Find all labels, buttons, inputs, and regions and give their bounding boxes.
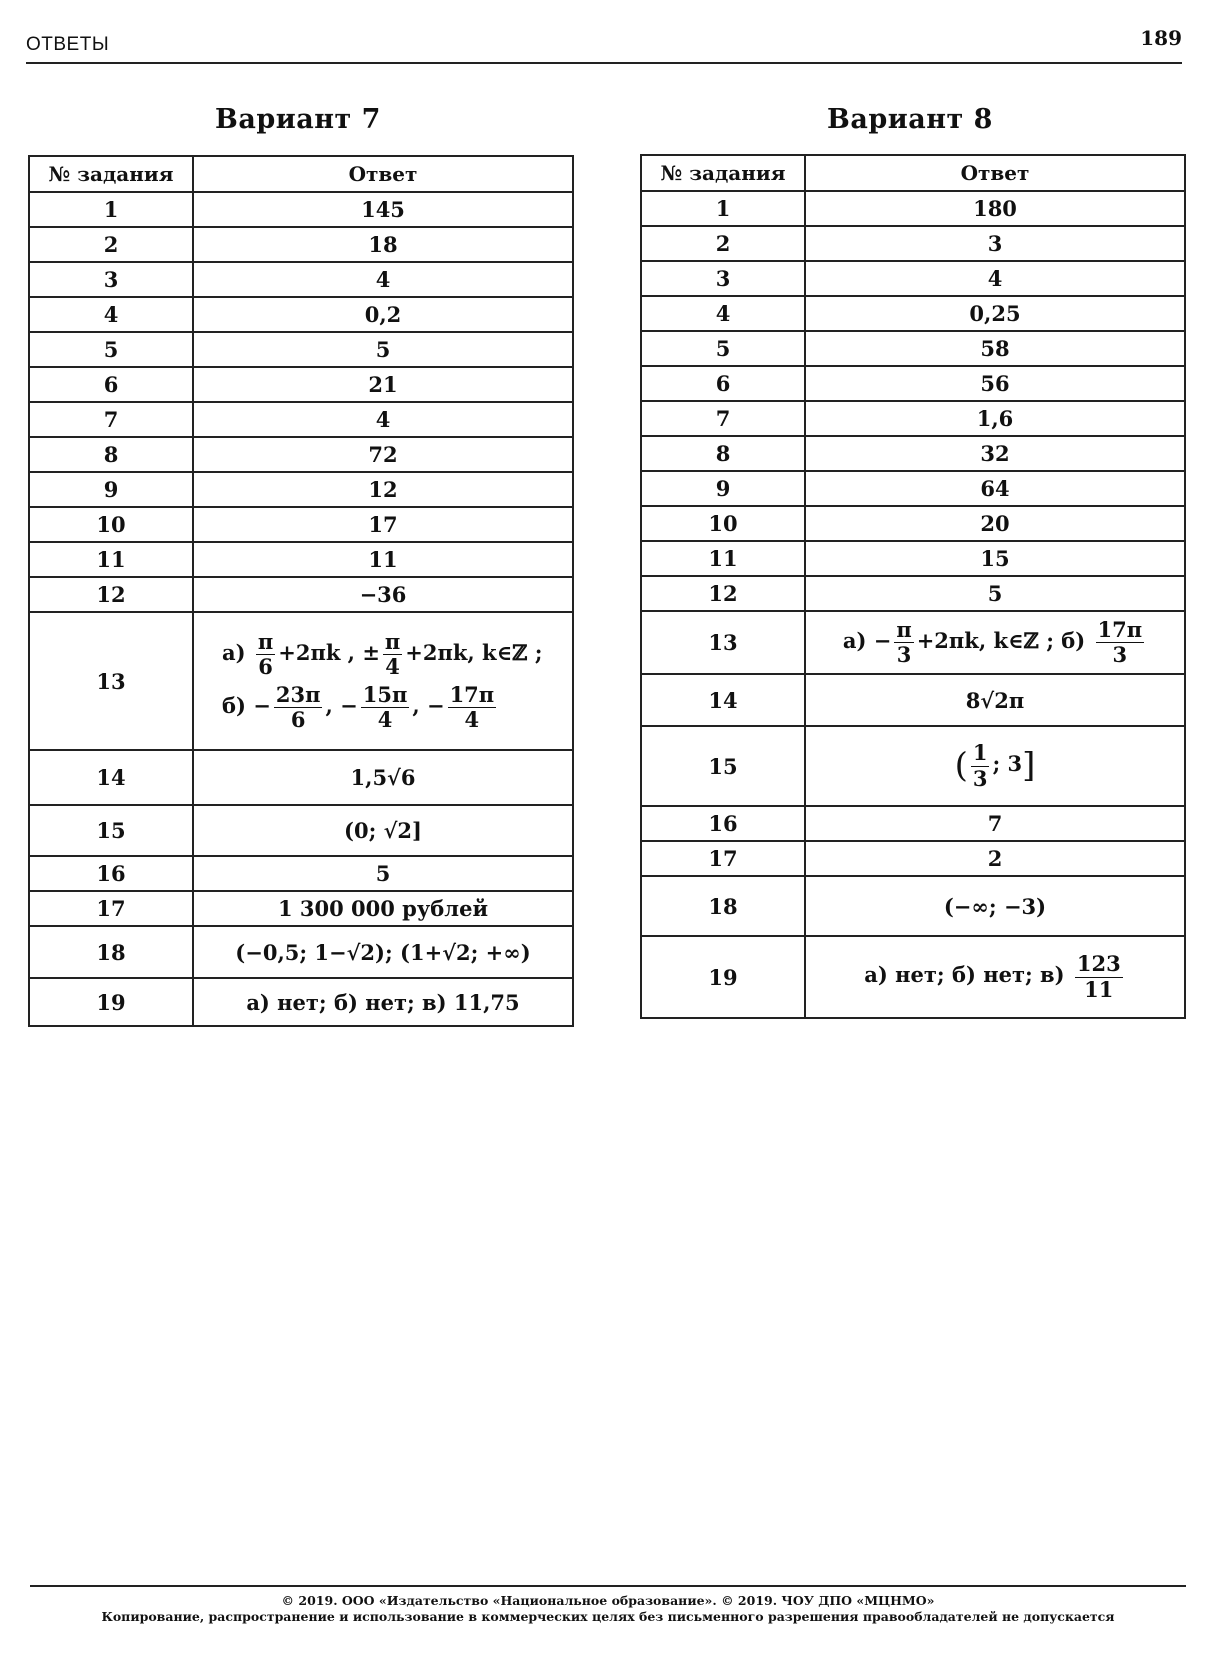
answer-cell: 8√2π (805, 674, 1185, 726)
table-row (29, 297, 573, 332)
fraction: $\frac{23\pi}{6}$ (275, 682, 321, 733)
task-number: 13 (29, 612, 193, 750)
table-row (29, 978, 573, 1026)
answer-cell: 17 (193, 507, 573, 542)
fraction: $\frac{\pi}{6}$ (257, 628, 274, 679)
table-row (641, 191, 1185, 226)
table-row (641, 226, 1185, 261)
task-number: 19 (641, 936, 805, 1018)
table-row (641, 936, 1185, 1018)
table-row (641, 436, 1185, 471)
fraction: $\frac{15\pi}{4}$ (362, 682, 408, 733)
task-number: 11 (641, 541, 805, 576)
answer-cell: 12 (193, 472, 573, 507)
task-number: 7 (29, 402, 193, 437)
task-number: 10 (641, 506, 805, 541)
answer-cell: 1 300 000 рублей (193, 891, 573, 926)
answer-cell: 7 (805, 806, 1185, 841)
table-row (641, 806, 1185, 841)
table-row (641, 366, 1185, 401)
table-row (641, 296, 1185, 331)
answer-cell: 1,5√6 (193, 750, 573, 805)
table-row (29, 577, 573, 612)
task-number: 8 (29, 437, 193, 472)
task-number: 4 (641, 296, 805, 331)
fraction: $\frac{\pi}{4}$ (384, 628, 401, 679)
variant-8-table (640, 154, 1186, 1019)
task-number: 3 (29, 262, 193, 297)
table-row (641, 541, 1185, 576)
task-number: 3 (641, 261, 805, 296)
table-row (641, 876, 1185, 936)
answer-cell-formula: а) нет; б) нет; в) $\frac{123}{11}$ (805, 936, 1185, 1018)
answer-cell: (−0,5; 1−√2); (1+√2; +∞) (193, 926, 573, 978)
table-row (29, 227, 573, 262)
copyright-notice: Копирование, распространение и использование в коммерческих целях без письменного разрешения правообладателей не допускается (101, 1609, 1115, 1624)
answer-cell: 20 (805, 506, 1185, 541)
task-number: 1 (641, 191, 805, 226)
fraction: $\frac{17\pi}{4}$ (449, 682, 495, 733)
answer-cell: 64 (805, 471, 1185, 506)
fraction: $\frac{1}{3}$ (972, 740, 988, 791)
answer-cell: (−∞; −3) (805, 876, 1185, 936)
table-row (641, 611, 1185, 674)
variant-8-title: Вариант 8 (827, 104, 993, 135)
fraction: $\frac{17\pi}{3}$ (1097, 616, 1143, 667)
table-row (29, 856, 573, 891)
table-row (29, 542, 573, 577)
answer-cell: 2 (805, 841, 1185, 876)
answer-cell: 11 (193, 542, 573, 577)
table-row (641, 471, 1185, 506)
page-number: 189 (1140, 26, 1182, 50)
answer-cell-formula: а) − $\frac{\pi}{3}$ +2πk, k∈ℤ ; б) $\frac{17\pi}{3}$ (805, 611, 1185, 674)
answer-cell: 145 (193, 192, 573, 227)
answer-cell: 0,2 (193, 297, 573, 332)
task-number: 15 (29, 805, 193, 856)
task-number: 12 (641, 576, 805, 611)
table-header-row (29, 156, 573, 192)
table-row (29, 262, 573, 297)
answer-cell: 21 (193, 367, 573, 402)
answer-cell-formula (193, 612, 573, 750)
answer-cell: 4 (805, 261, 1185, 296)
task-number: 6 (29, 367, 193, 402)
task-number: 10 (29, 507, 193, 542)
answer-cell: 1,6 (805, 401, 1185, 436)
column-header-answer: Ответ (805, 155, 1185, 191)
task-number: 18 (29, 926, 193, 978)
copyright-line: © 2019. ООО «Издательство «Национальное образование». © 2019. ЧОУ ДПО «МЦНМО» (281, 1593, 935, 1608)
variant-7-table (28, 155, 574, 1027)
task-number: 2 (641, 226, 805, 261)
answer-cell: 72 (193, 437, 573, 472)
table-row (29, 612, 573, 750)
answer-cell: 0,25 (805, 296, 1185, 331)
answer-cell: 32 (805, 436, 1185, 471)
table-row (641, 674, 1185, 726)
task-number: 2 (29, 227, 193, 262)
task-number: 14 (641, 674, 805, 726)
task-number: 17 (641, 841, 805, 876)
answer-cell: 18 (193, 227, 573, 262)
table-row (641, 401, 1185, 436)
answer-cell: −36 (193, 577, 573, 612)
page-header (26, 26, 1182, 64)
task-number: 18 (641, 876, 805, 936)
table-row (29, 332, 573, 367)
answer-cell: (0; √2] (193, 805, 573, 856)
table-header-row (641, 155, 1185, 191)
column-header-task: № задания (641, 155, 805, 191)
answer-cell: 4 (193, 262, 573, 297)
task-number: 16 (641, 806, 805, 841)
answer-cell-formula: ( $\frac{1}{3}$ ; 3] (805, 726, 1185, 806)
task-number: 4 (29, 297, 193, 332)
table-row (29, 805, 573, 856)
table-row (29, 192, 573, 227)
table-row (641, 261, 1185, 296)
task-number: 13 (641, 611, 805, 674)
task-number: 19 (29, 978, 193, 1026)
table-row (641, 506, 1185, 541)
answer-cell: а) нет; б) нет; в) 11,75 (193, 978, 573, 1026)
table-row (29, 367, 573, 402)
task-number: 1 (29, 192, 193, 227)
variant-7-title: Вариант 7 (215, 104, 381, 135)
answer-cell: 4 (193, 402, 573, 437)
answer-cell: 15 (805, 541, 1185, 576)
task-number: 14 (29, 750, 193, 805)
answer-cell: 5 (193, 856, 573, 891)
task-number: 15 (641, 726, 805, 806)
section-title: ОТВЕТЫ (26, 34, 110, 55)
task-number: 5 (29, 332, 193, 367)
answer-cell: 5 (193, 332, 573, 367)
table-row (641, 726, 1185, 806)
column-header-task: № задания (29, 156, 193, 192)
task-number: 9 (29, 472, 193, 507)
answer-part-b: б) − $\frac{23\pi}{6}$ , − $\frac{15\pi}{4}$ , − $\frac{17\pi}{4}$ (222, 682, 495, 733)
table-row (29, 437, 573, 472)
answer-cell: 5 (805, 576, 1185, 611)
task-number: 7 (641, 401, 805, 436)
answer-cell: 58 (805, 331, 1185, 366)
answer-cell: 180 (805, 191, 1185, 226)
table-row (641, 331, 1185, 366)
table-row (641, 841, 1185, 876)
task-number: 17 (29, 891, 193, 926)
table-row (29, 891, 573, 926)
page-footer (30, 1585, 1186, 1625)
table-row (29, 402, 573, 437)
fraction: $\frac{123}{11}$ (1076, 951, 1121, 1002)
table-row (29, 472, 573, 507)
task-number: 5 (641, 331, 805, 366)
column-header-answer: Ответ (193, 156, 573, 192)
task-number: 12 (29, 577, 193, 612)
task-number: 11 (29, 542, 193, 577)
table-row (29, 750, 573, 805)
task-number: 16 (29, 856, 193, 891)
answer-cell: 3 (805, 226, 1185, 261)
answer-cell: 56 (805, 366, 1185, 401)
table-row (29, 926, 573, 978)
task-number: 8 (641, 436, 805, 471)
task-number: 9 (641, 471, 805, 506)
fraction: $\frac{\pi}{3}$ (896, 616, 912, 667)
answer-part-a: а) $\frac{\pi}{6}$ +2πk , ± $\frac{\pi}{4}$ +2πk, k∈ℤ ; (222, 628, 543, 679)
table-row (641, 576, 1185, 611)
task-number: 6 (641, 366, 805, 401)
table-row (29, 507, 573, 542)
